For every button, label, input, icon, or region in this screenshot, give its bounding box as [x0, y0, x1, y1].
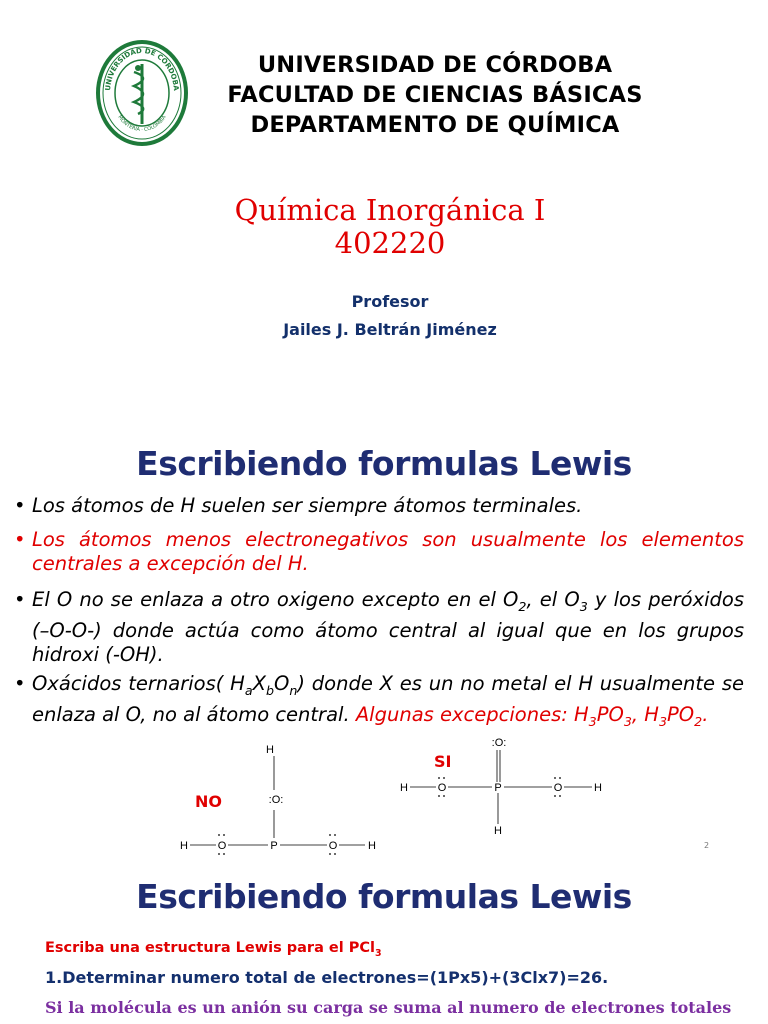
bullet-h-terminal	[14, 494, 744, 518]
bullet-text: Los átomos menos electronegativos son usualmente los elementos centrales a excepción del H.	[32, 528, 744, 575]
bullet-dot: •	[14, 494, 26, 517]
faculty-name: FACULTAD DE CIENCIAS BÁSICAS	[227, 82, 643, 108]
bullet-text: El O no se enlaza a otro oxigeno excepto en el $O_2$, el $O_3$ y los peróxidos (–O-O-) donde actúa como átomo central al igual que en los grupos hidroxi (-OH).	[32, 588, 744, 666]
course-name: Química Inorgánica I	[234, 193, 546, 227]
lewis-structure-correct	[400, 737, 602, 837]
department-name: DEPARTAMENTO DE QUÍMICA	[250, 112, 620, 138]
professor-label: Profesor	[351, 292, 429, 311]
svg-text:UNIVERSIDAD DE CÓRDOBA: UNIVERSIDAD DE CÓRDOBA	[103, 46, 181, 92]
svg-text::O:: :O:	[268, 794, 284, 806]
course-code: 402220	[334, 226, 446, 260]
bullet-electronegativity	[14, 528, 744, 576]
svg-text:O: O	[553, 782, 563, 794]
svg-text:O: O	[217, 840, 227, 852]
bullet-oxacids	[14, 672, 744, 734]
bullet-text: Los átomos de H suelen ser siempre átomos terminales.	[32, 494, 583, 517]
university-seal	[94, 38, 190, 148]
pcl3-instruction: Escriba una estructura Lewis para el PCl$_3$	[45, 940, 382, 959]
slide2-title: Escribiendo formulas Lewis	[136, 877, 632, 916]
electron-count-step: 1.Determinar numero total de electrones=(1Px5)+(3Clx7)=26.	[45, 968, 609, 987]
bullet-oxygen	[14, 588, 744, 667]
svg-text:P: P	[270, 840, 278, 852]
label-no: NO	[195, 792, 222, 811]
svg-text:O: O	[328, 840, 338, 852]
slide1-title: Escribiendo formulas Lewis	[136, 444, 632, 483]
svg-text:MONTERÍA · COLOMBIA: MONTERÍA · COLOMBIA	[116, 114, 168, 134]
svg-text:O: O	[437, 782, 447, 794]
svg-text:P: P	[494, 782, 502, 794]
svg-text:H: H	[180, 840, 188, 852]
bullet-dot: •	[14, 672, 26, 695]
svg-text::O:: :O:	[491, 737, 507, 749]
svg-text:H: H	[494, 825, 502, 837]
lewis-structure-wrong	[180, 744, 376, 855]
page-number: 2	[704, 841, 710, 850]
svg-text:H: H	[400, 782, 408, 794]
bullet-dot: •	[14, 588, 26, 611]
svg-text:H: H	[368, 840, 376, 852]
svg-text:H: H	[594, 782, 602, 794]
professor-name: Jailes J. Beltrán Jiménez	[283, 320, 497, 339]
label-si: SI	[434, 752, 452, 771]
lewis-structures-diagram	[0, 730, 768, 860]
svg-text:H: H	[266, 744, 274, 756]
university-name: UNIVERSIDAD DE CÓRDOBA	[257, 52, 613, 78]
bullet-dot: •	[14, 528, 26, 551]
anion-charge-note: Si la molécula es un anión su carga se suma al numero de electrones totales	[45, 998, 732, 1017]
bullet-text: Oxácidos ternarios( $H_aX_bO_n$) donde X es un no metal el H usualmente se enlaza al O, no al átomo central. Algunas excepciones: $H_3PO_3$, $H_3PO_2$.	[32, 672, 744, 729]
